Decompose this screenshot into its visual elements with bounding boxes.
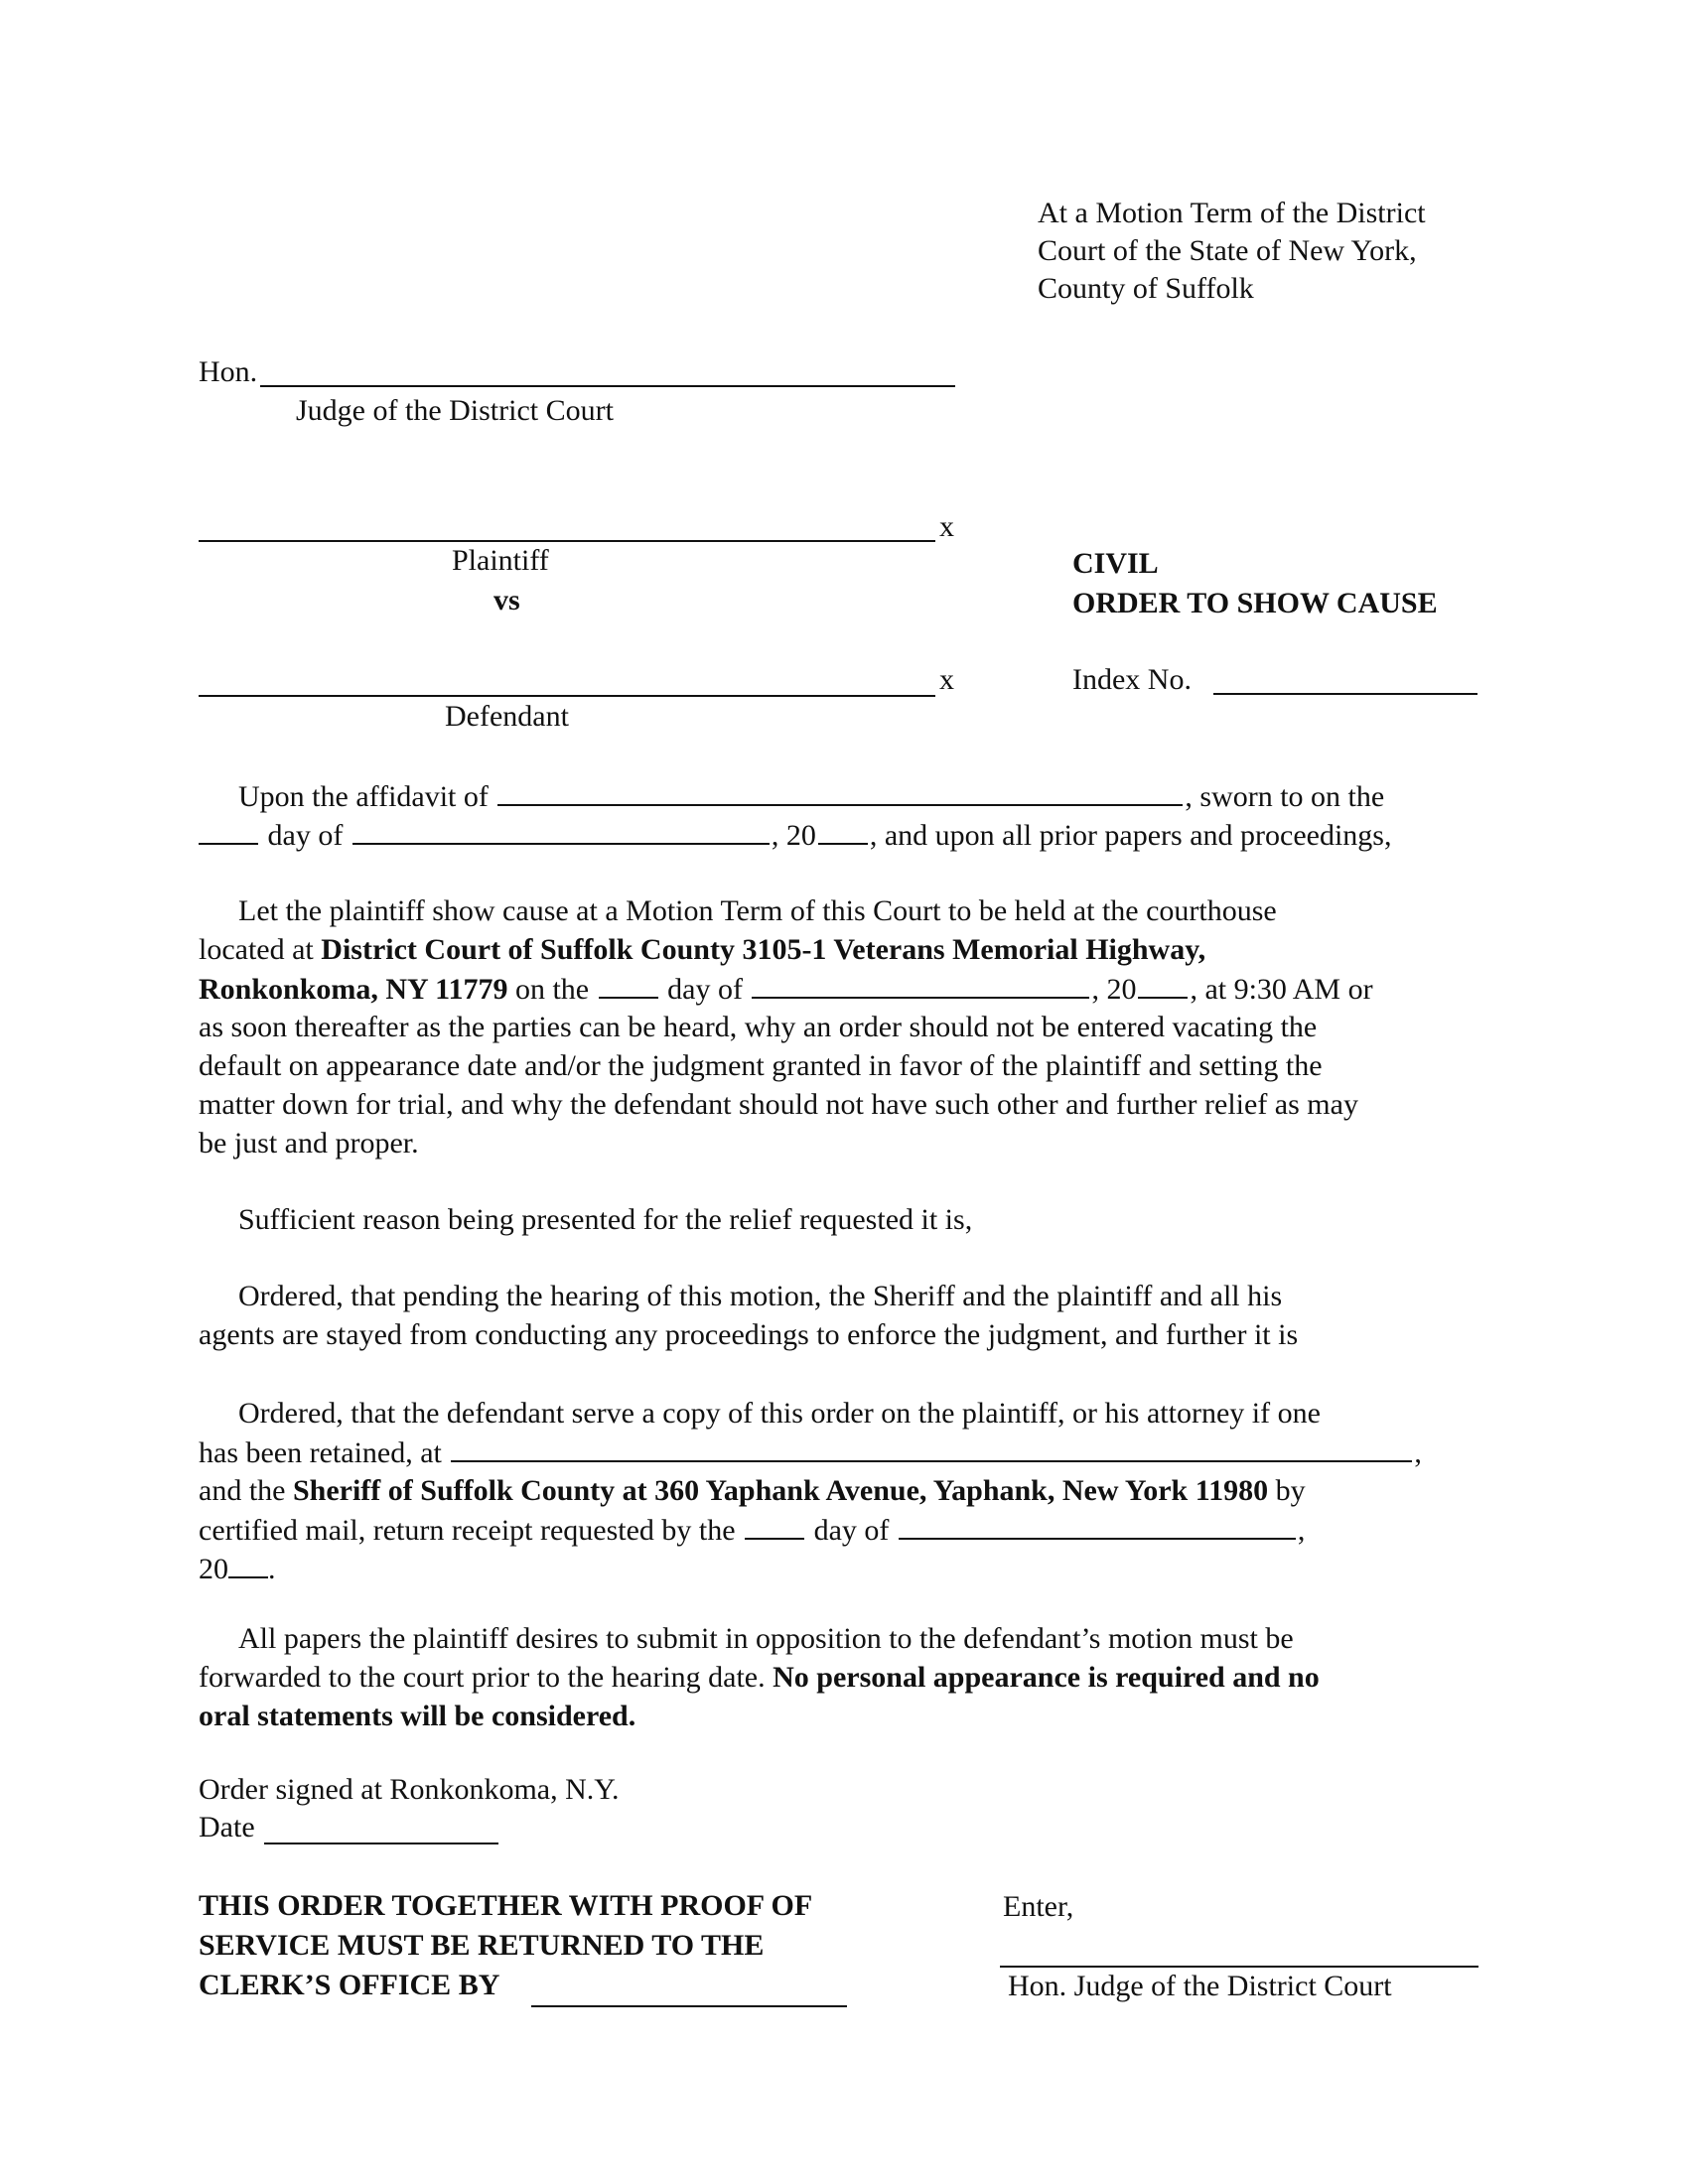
show-cause-line-4: as soon thereafter as the parties can be heard, why an order should not be entered vacating the — [199, 1011, 1318, 1043]
document-heading — [1072, 544, 1438, 623]
ordered-stay-paragraph — [199, 1277, 1489, 1354]
affidavit-text-1: Upon the affidavit of — [238, 780, 489, 813]
return-notice-line-1: THIS ORDER TOGETHER WITH PROOF OF — [199, 1889, 813, 1922]
ordered-service-line-3c: by — [1268, 1474, 1306, 1507]
courthouse-city: Ronkonkoma, NY 11779 — [199, 973, 508, 1006]
affidavit-text-5: , and upon all prior papers and proceedings, — [869, 819, 1392, 852]
plaintiff-address-field[interactable] — [451, 1433, 1412, 1462]
defendant-x-mark: x — [939, 663, 954, 696]
sworn-year-field[interactable] — [818, 815, 868, 845]
ordered-service-line-1: Ordered, that the defendant serve a copy of this order on the plaintiff, or his attorney if one — [238, 1397, 1321, 1430]
index-number-label: Index No. — [1072, 663, 1192, 696]
hearing-year-field[interactable] — [1138, 969, 1188, 999]
show-cause-line-3c: day of — [667, 973, 743, 1006]
order-signed-place: Order signed at Ronkonkoma, N.Y. — [199, 1773, 620, 1806]
plaintiff-name-field[interactable] — [199, 540, 935, 542]
show-cause-line-7: be just and proper. — [199, 1127, 419, 1160]
service-month-field[interactable] — [899, 1510, 1296, 1540]
no-appearance-notice: No personal appearance is required and no — [773, 1661, 1320, 1694]
court-caption — [1038, 195, 1426, 308]
ordered-service-line-4c: , — [1297, 1514, 1306, 1547]
show-cause-line-6: matter down for trial, and why the defendant should not have such other and further relief as may — [199, 1088, 1358, 1121]
versus-label: vs — [493, 584, 520, 616]
no-oral-statements-notice: oral statements will be considered. — [199, 1700, 636, 1732]
affidavit-paragraph — [199, 776, 1489, 854]
ordered-service-line-5b: . — [268, 1553, 276, 1585]
judge-title: Judge of the District Court — [296, 394, 614, 427]
ordered-service-line-5a: 20 — [199, 1553, 228, 1585]
hearing-month-field[interactable] — [752, 969, 1089, 999]
ordered-service-paragraph — [199, 1394, 1489, 1587]
plaintiff-x-mark: x — [939, 510, 954, 543]
index-number-field[interactable] — [1213, 693, 1477, 695]
affidavit-text-3: day of — [267, 819, 344, 852]
plaintiff-label: Plaintiff — [452, 544, 549, 577]
sufficient-reason-text: Sufficient reason being presented for the relief requested it is, — [238, 1203, 973, 1236]
hon-label: Hon. — [199, 355, 258, 388]
defendant-label: Defendant — [445, 700, 569, 733]
judge-name-field[interactable] — [260, 385, 955, 387]
caption-line-1: At a Motion Term of the District — [1038, 197, 1426, 229]
sufficient-reason-paragraph — [199, 1200, 1489, 1239]
opposition-papers-line-2a: forwarded to the court prior to the hearing date. — [199, 1661, 774, 1694]
opposition-papers-paragraph — [199, 1619, 1489, 1735]
ordered-service-line-4a: certified mail, return receipt requested by the — [199, 1514, 736, 1547]
signed-date-field[interactable] — [264, 1843, 498, 1844]
sworn-day-field[interactable] — [199, 815, 258, 845]
ordered-stay-line-1: Ordered, that pending the hearing of this motion, the Sheriff and the plaintiff and all his — [238, 1280, 1283, 1312]
affidavit-text-4: , 20 — [771, 819, 816, 852]
hearing-day-field[interactable] — [599, 969, 658, 999]
ordered-stay-line-2: agents are stayed from conducting any proceedings to enforce the judgment, and further it is — [199, 1318, 1299, 1351]
return-by-date-field[interactable] — [531, 2005, 847, 2007]
affidavit-text-2: , sworn to on the — [1185, 780, 1385, 813]
return-notice — [199, 1886, 812, 2005]
ordered-service-line-2a: has been retained, at — [199, 1436, 442, 1469]
ordered-service-line-4b: day of — [813, 1514, 890, 1547]
opposition-papers-line-1: All papers the plaintiff desires to submit in opposition to the defendant’s motion must be — [238, 1622, 1294, 1655]
show-cause-line-2a: located at — [199, 933, 322, 966]
affiant-name-field[interactable] — [497, 776, 1183, 806]
defendant-name-field[interactable] — [199, 695, 935, 697]
judge-signature-field[interactable] — [1000, 1966, 1478, 1968]
caption-line-2: Court of the State of New York, — [1038, 234, 1417, 267]
ordered-service-line-2b: , — [1414, 1436, 1422, 1469]
date-label: Date — [199, 1811, 255, 1843]
service-day-field[interactable] — [745, 1510, 804, 1540]
show-cause-paragraph — [199, 891, 1489, 1162]
courthouse-address: District Court of Suffolk County 3105-1 Veterans Memorial Highway, — [321, 933, 1206, 966]
document-title: ORDER TO SHOW CAUSE — [1072, 587, 1438, 619]
sheriff-address: Sheriff of Suffolk County at 360 Yaphank Avenue, Yaphank, New York 11980 — [292, 1474, 1269, 1507]
return-notice-line-2: SERVICE MUST BE RETURNED TO THE — [199, 1929, 765, 1962]
show-cause-line-1: Let the plaintiff show cause at a Motion Term of this Court to be held at the courthouse — [238, 894, 1277, 927]
show-cause-line-3e: , at 9:30 AM or — [1190, 973, 1373, 1006]
show-cause-line-5: default on appearance date and/or the judgment granted in favor of the plaintiff and setting the — [199, 1049, 1323, 1082]
caption-line-3: County of Suffolk — [1038, 272, 1254, 305]
signature-caption: Hon. Judge of the District Court — [1008, 1970, 1392, 2002]
show-cause-line-3b: on the — [507, 973, 590, 1006]
enter-label: Enter, — [1003, 1890, 1074, 1923]
show-cause-line-3d: , 20 — [1091, 973, 1137, 1006]
ordered-service-line-3a: and the — [199, 1474, 293, 1507]
return-notice-line-3: CLERK’S OFFICE BY — [199, 1969, 500, 2001]
sworn-month-field[interactable] — [352, 815, 770, 845]
civil-label: CIVIL — [1072, 547, 1159, 580]
service-year-field[interactable] — [228, 1549, 268, 1578]
